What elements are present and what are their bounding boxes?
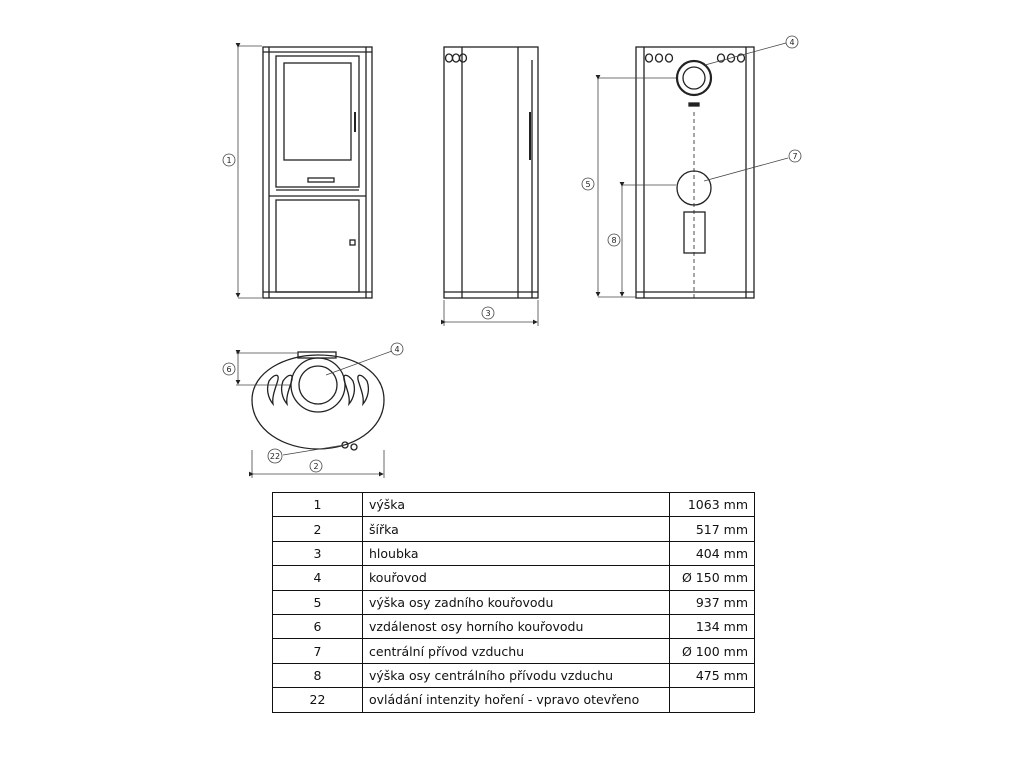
table-cell-num: 2 xyxy=(273,517,363,541)
table-cell-desc: centrální přívod vzduchu xyxy=(363,639,670,663)
table-cell-value: 937 mm xyxy=(669,590,755,614)
callout-3: 3 xyxy=(485,309,491,318)
table-cell-desc: ovládání intenzity hoření - vpravo otevřeno xyxy=(363,688,670,712)
callout-7: 7 xyxy=(792,152,798,161)
table-cell-num: 8 xyxy=(273,663,363,687)
table-row xyxy=(273,639,755,663)
specification-table-body xyxy=(273,493,755,713)
table-row xyxy=(273,517,755,541)
callout-8: 8 xyxy=(611,236,617,245)
table-cell-desc: vzdálenost osy horního kouřovodu xyxy=(363,614,670,638)
table-cell-value: 517 mm xyxy=(669,517,755,541)
callout-6: 6 xyxy=(226,365,232,374)
table-row xyxy=(273,566,755,590)
table-cell-desc: kouřovod xyxy=(363,566,670,590)
table-cell-num: 4 xyxy=(273,566,363,590)
callout-1: 1 xyxy=(226,156,232,165)
callout-4-top: 4 xyxy=(394,345,400,354)
callout-2: 2 xyxy=(313,462,319,471)
table-row xyxy=(273,493,755,517)
table-row xyxy=(273,590,755,614)
table-cell-desc: výška osy centrálního přívodu vzduchu xyxy=(363,663,670,687)
table-row xyxy=(273,541,755,565)
table-cell-value: 1063 mm xyxy=(669,493,755,517)
table-cell-value: 404 mm xyxy=(669,541,755,565)
front-view xyxy=(263,47,372,298)
table-row xyxy=(273,663,755,687)
callout-22: 22 xyxy=(269,452,281,461)
table-cell-num: 5 xyxy=(273,590,363,614)
callout-5: 5 xyxy=(585,180,591,189)
table-cell-value: Ø 150 mm xyxy=(669,566,755,590)
table-cell-num: 6 xyxy=(273,614,363,638)
back-view xyxy=(636,47,754,300)
side-view xyxy=(444,47,538,298)
table-cell-value: Ø 100 mm xyxy=(669,639,755,663)
table-cell-num: 3 xyxy=(273,541,363,565)
callout-4-back: 4 xyxy=(789,38,795,47)
top-view xyxy=(252,352,384,450)
table-cell-num: 22 xyxy=(273,688,363,712)
table-cell-num: 1 xyxy=(273,493,363,517)
table-cell-value: 134 mm xyxy=(669,614,755,638)
table-cell-desc: výška xyxy=(363,493,670,517)
table-cell-desc: šířka xyxy=(363,517,670,541)
table-cell-value: 475 mm xyxy=(669,663,755,687)
table-row xyxy=(273,614,755,638)
table-cell-value xyxy=(669,688,755,712)
table-row xyxy=(273,688,755,712)
table-cell-num: 7 xyxy=(273,639,363,663)
height-dimension xyxy=(223,46,262,298)
specification-table xyxy=(272,492,755,713)
table-cell-desc: výška osy zadního kouřovodu xyxy=(363,590,670,614)
top-dimensions xyxy=(223,343,403,478)
back-dimensions xyxy=(582,36,801,297)
depth-dimension xyxy=(444,300,538,326)
table-cell-desc: hloubka xyxy=(363,541,670,565)
